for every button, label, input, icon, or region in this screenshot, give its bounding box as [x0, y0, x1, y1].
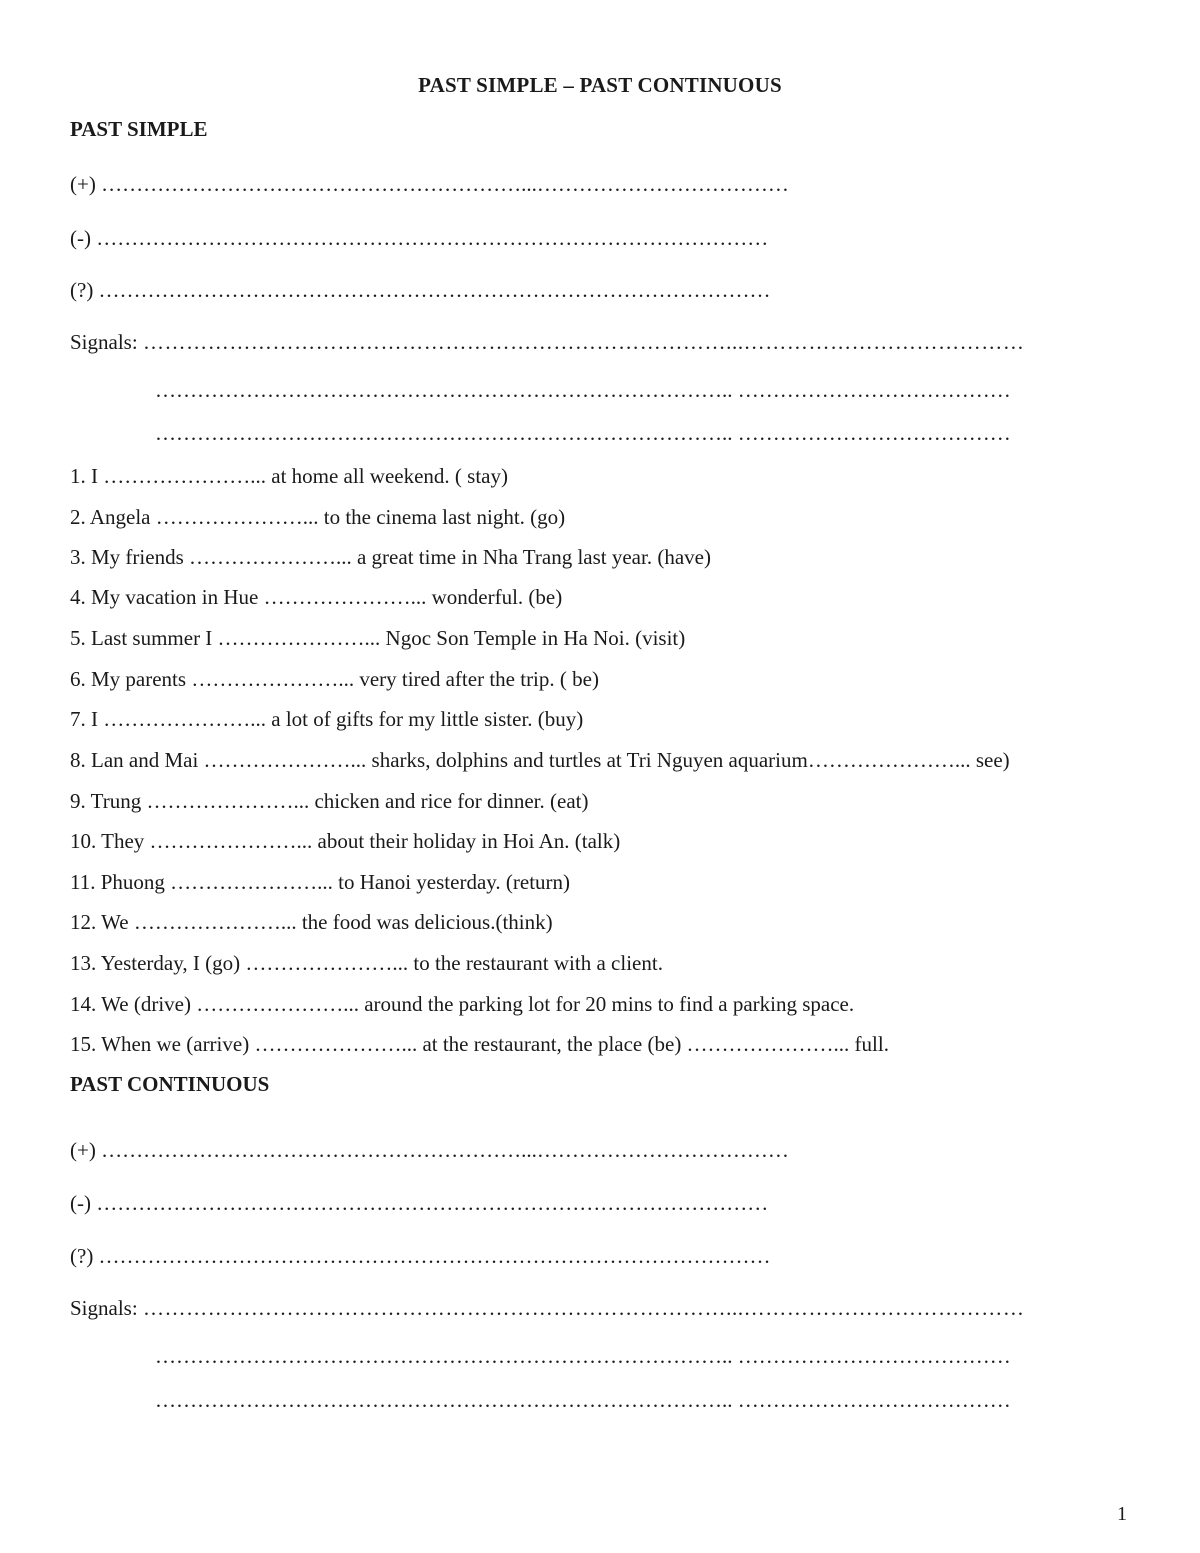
past-simple-positive-line: (+) ……………………………………………………...……………………………… — [70, 172, 789, 196]
past-simple-negative-line: (-) …………………………………………………………………………………… — [70, 226, 769, 250]
exercise-item-3: 3. My friends …………………... a great time in Nha Trang last year. (have) — [70, 545, 711, 569]
past-continuous-signals-line-1: ………………………………………………………………………...………………………………… — [142, 1296, 1025, 1320]
page-number: 1 — [1117, 1503, 1127, 1525]
exercise-item-13: 13. Yesterday, I (go) …………………... to the restaurant with a client. — [70, 951, 663, 975]
exercise-item-14: 14. We (drive) …………………... around the parking lot for 20 mins to find a parking space. — [70, 992, 855, 1016]
exercise-item-6: 6. My parents …………………... very tired after the trip. ( be) — [70, 667, 599, 691]
exercise-item-8: 8. Lan and Mai …………………... sharks, dolphins and turtles at Tri Nguyen aquarium…………………... see) — [70, 748, 1010, 772]
past-continuous-signals-row — [70, 1296, 1025, 1320]
past-simple-question-line: (?) …………………………………………………………………………………… — [70, 278, 771, 302]
exercise-item-9: 9. Trung …………………... chicken and rice for dinner. (eat) — [70, 789, 589, 813]
past-simple-signals-line-1: ………………………………………………………………………...………………………………… — [142, 330, 1025, 354]
past-continuous-signals-line-3: ……………………………………………………………………….. ………………………………… — [155, 1388, 1011, 1412]
exercise-item-15: 15. When we (arrive) …………………... at the restaurant, the place (be) …………………... full. — [70, 1032, 889, 1056]
exercise-item-10: 10. They …………………... about their holiday in Hoi An. (talk) — [70, 829, 621, 853]
past-continuous-heading: PAST CONTINUOUS — [70, 1072, 270, 1096]
exercise-item-12: 12. We …………………... the food was delicious.(think) — [70, 910, 553, 934]
exercise-item-11: 11. Phuong …………………... to Hanoi yesterday. (return) — [70, 870, 571, 894]
exercise-item-7: 7. I …………………... a lot of gifts for my little sister. (buy) — [70, 707, 584, 731]
exercise-item-1: 1. I …………………... at home all weekend. ( stay) — [70, 464, 508, 488]
past-simple-signals-row — [70, 330, 1025, 354]
past-simple-signals-line-2: ……………………………………………………………………….. ………………………………… — [155, 378, 1011, 402]
past-continuous-negative-line: (-) …………………………………………………………………………………… — [70, 1191, 769, 1215]
exercise-item-5: 5. Last summer I …………………... Ngoc Son Temple in Ha Noi. (visit) — [70, 626, 686, 650]
past-continuous-positive-line: (+) ……………………………………………………...……………………………… — [70, 1138, 789, 1162]
past-simple-heading: PAST SIMPLE — [70, 117, 208, 141]
exercise-item-2: 2. Angela …………………... to the cinema last night. (go) — [70, 505, 566, 529]
past-continuous-signals-label: Signals: — [70, 1296, 138, 1320]
past-continuous-question-line: (?) …………………………………………………………………………………… — [70, 1244, 771, 1268]
past-simple-signals-line-3: ……………………………………………………………………….. ………………………………… — [155, 421, 1011, 445]
exercise-item-4: 4. My vacation in Hue …………………... wonderful. (be) — [70, 585, 563, 609]
page-title: PAST SIMPLE – PAST CONTINUOUS — [418, 73, 782, 97]
past-continuous-signals-line-2: ……………………………………………………………………….. ………………………………… — [155, 1344, 1011, 1368]
past-simple-signals-label: Signals: — [70, 330, 138, 354]
